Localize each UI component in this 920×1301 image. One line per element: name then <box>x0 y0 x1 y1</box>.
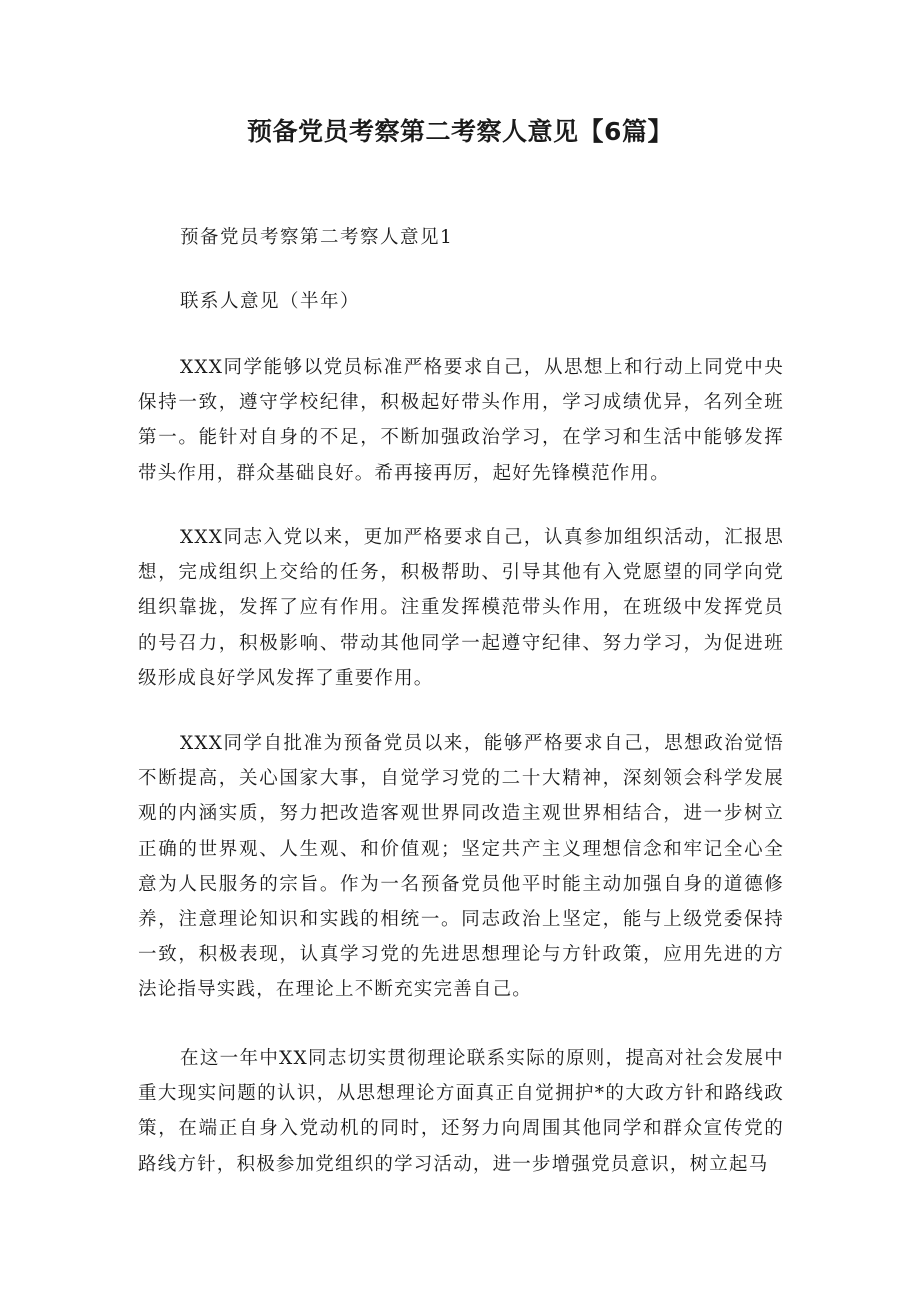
paragraph: 在这一年中XX同志切实贯彻理论联系实际的原则，提高对社会发展中重大现实问题的认识，从思想理论方面真正自觉拥护*的大政方针和路线政策，在端正自身入党动机的同时，还努力向周围其他同学和群众宣传党的路线方针，积极参加党组织的学习活动，进一步增强党员意识，树立起马 <box>138 1048 784 1175</box>
paragraph: XXX同学能够以党员标准严格要求自己，从思想上和行动上同党中央保持一致，遵守学校纪律，积极起好带头作用，学习成绩优异，名列全班第一。能针对自身的不足，不断加强政治学习，在学习和生活中能够发挥带头作用，群众基础良好。希再接再厉，起好先锋模范作用。 <box>138 357 784 484</box>
section-heading: 预备党员考察第二考察人意见1 <box>180 227 454 248</box>
sub-heading: 联系人意见（半年） <box>180 291 361 312</box>
paragraph: XXX同志入党以来，更加严格要求自己，认真参加组织活动，汇报思想，完成组织上交给的任务，积极帮助、引导其他有入党愿望的同学向党组织靠拢，发挥了应有作用。注重发挥模范带头作用，在班级中发挥党员的号召力，积极影响、带动其他同学一起遵守纪律、努力学习，为促进班级形成良好学风发挥了重要作用。 <box>138 527 784 689</box>
document-title: 预备党员考察第二考察人意见【6篇】 <box>247 117 673 146</box>
paragraph: XXX同学自批准为预备党员以来，能够严格要求自己，思想政治觉悟不断提高，关心国家大事，自觉学习党的二十大精神，深刻领会科学发展观的内涵实质，努力把改造客观世界同改造主观世界相结合，进一步树立正确的世界观、人生观、和价值观；坚定共产主义理想信念和牢记全心全意为人民服务的宗旨。作为一名预备党员他平时能主动加强自身的道德修养，注意理论知识和实践的相统一。同志政治上坚定，能与上级党委保持一致，积极表现，认真学习党的先进思想理论与方针政策，应用先进的方法论指导实践，在理论上不断充实完善自己。 <box>138 733 784 1001</box>
